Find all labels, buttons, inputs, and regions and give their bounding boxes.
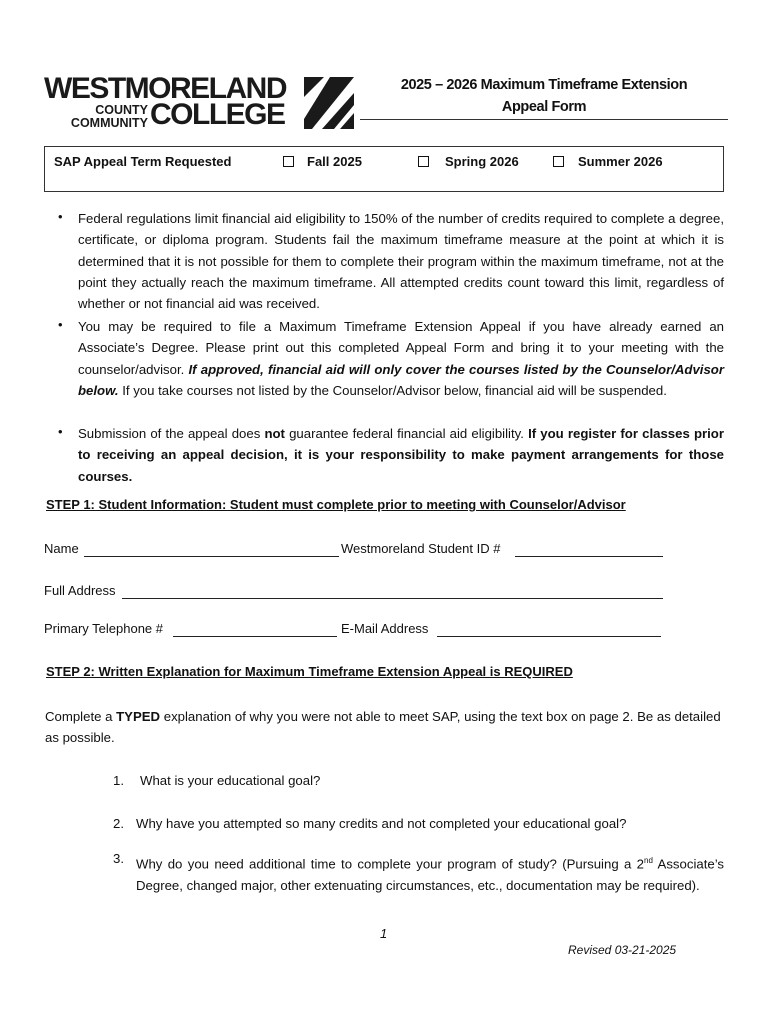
- summer-2026-checkbox[interactable]: [553, 156, 564, 167]
- bullet-3-not: not: [264, 426, 285, 441]
- primary-telephone-label: Primary Telephone #: [44, 621, 163, 636]
- college-logo-mark-icon: [302, 75, 356, 131]
- question-number: 3.: [113, 851, 124, 866]
- summer-2026-label: Summer 2026: [578, 154, 663, 169]
- full-address-label: Full Address: [44, 583, 116, 598]
- bullet-icon: •: [58, 317, 63, 332]
- step1-heading: STEP 1: Student Information: Student must complete prior to meeting with Counselor/Advisor: [46, 497, 626, 512]
- bullet-2-part-a: You may be required to file a Maximum Timeframe Extension Appeal if you have already earned an Associate’s Degree. Please print out this completed Appeal Form and bring it to your meeting with the counselor/advisor.: [78, 319, 724, 377]
- term-selection-box: [44, 146, 724, 192]
- bullet-3-part-c: guarantee federal financial aid eligibility.: [284, 426, 529, 441]
- question-text: What is your educational goal?: [140, 773, 321, 788]
- full-address-input-line[interactable]: [122, 598, 663, 599]
- question-number: 1.: [113, 773, 124, 788]
- bullet-3-part-a: Submission of the appeal does: [78, 426, 265, 441]
- fall-2025-checkbox[interactable]: [283, 156, 294, 167]
- email-label: E-Mail Address: [341, 621, 429, 636]
- name-label: Name: [44, 541, 79, 556]
- question-text: Why have you attempted so many credits and not completed your educational goal?: [136, 816, 627, 831]
- term-label: SAP Appeal Term Requested: [54, 154, 232, 169]
- form-title-line1: 2025 – 2026 Maximum Timeframe Extension: [400, 77, 688, 93]
- logo-westmoreland-text: WESTMORELAND: [44, 72, 286, 105]
- question-number: 2.: [113, 816, 124, 831]
- question-3-part-b: Associate’s Degree, changed major, other extenuating circumstances, etc., documentation may be required).: [136, 856, 724, 893]
- bullet-3-emphasis: If you register for classes prior to receiving an appeal decision, it is your responsibility to make payment arrangements for those courses.: [78, 426, 724, 484]
- name-input-line[interactable]: [84, 556, 339, 557]
- bullet-text-3: [78, 423, 724, 487]
- logo-county-text: COUNTY: [95, 103, 148, 117]
- primary-telephone-input-line[interactable]: [173, 636, 337, 637]
- question-3-superscript: nd: [644, 856, 653, 865]
- bullet-text-2: [78, 316, 724, 401]
- bullet-text-1: Federal regulations limit financial aid eligibility to 150% of the number of credits required to complete a degree, certificate, or diploma program. Students fail the maximum timeframe measure at the point at which it is determined that it is not possible for them to complete their program within the maximum timeframe, not at the point they actually reach the maximum timeframe. All attempted credits count toward this limit, regardless of whether or not financial aid was received.: [78, 211, 724, 312]
- step2-intro-c: explanation of why you were not able to meet SAP, using the text box on page 2. Be as detailed as possible.: [45, 709, 721, 746]
- logo-college-text: COLLEGE: [150, 98, 285, 131]
- step2-intro-typed: TYPED: [116, 709, 161, 724]
- student-id-input-line[interactable]: [515, 556, 663, 557]
- bullet-icon: •: [58, 424, 63, 439]
- step2-intro-a: Complete a: [45, 709, 117, 724]
- student-id-label: Westmoreland Student ID #: [341, 541, 501, 556]
- bullet-icon: •: [58, 209, 63, 224]
- step2-heading: STEP 2: Written Explanation for Maximum Timeframe Extension Appeal is REQUIRED: [46, 664, 573, 679]
- logo-community-text: COMMUNITY: [70, 116, 148, 130]
- bullet-2-emphasis: If approved, financial aid will only cover the courses listed by the Counselor/Advisor below.: [78, 361, 724, 398]
- email-input-line[interactable]: [437, 636, 661, 637]
- step2-intro: [45, 706, 725, 749]
- fall-2025-label: Fall 2025: [307, 154, 362, 169]
- spring-2026-label: Spring 2026: [445, 154, 519, 169]
- question-text: [136, 850, 724, 896]
- question-3-part-a: Why do you need additional time to complete your program of study? (Pursuing a 2: [136, 856, 645, 872]
- spring-2026-checkbox[interactable]: [418, 156, 429, 167]
- title-divider: [360, 119, 728, 120]
- bullet-2-part-c: If you take courses not listed by the Counselor/Advisor below, financial aid will be suspended.: [118, 382, 667, 398]
- form-title-line2: Appeal Form: [501, 99, 587, 115]
- page-number: 1: [380, 926, 388, 941]
- revised-date: Revised 03-21-2025: [568, 943, 677, 957]
